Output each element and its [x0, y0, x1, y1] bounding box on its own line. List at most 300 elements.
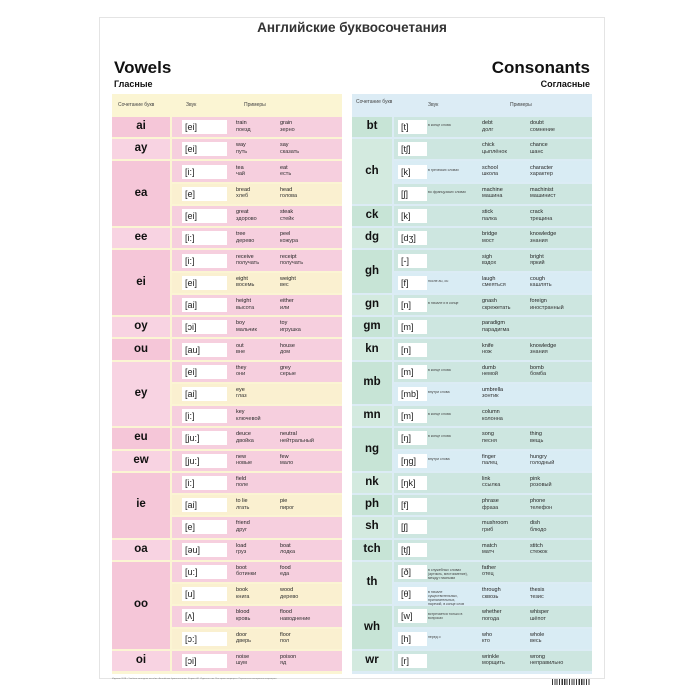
example-translation: палка [482, 215, 497, 222]
usage-note: в начале и в конце [428, 301, 459, 306]
example-word-2 [530, 431, 543, 444]
example-translation: вещь [530, 437, 544, 444]
example-translation: характер [530, 171, 553, 178]
example-word-1 [236, 409, 261, 422]
usage-note: в конце слова [428, 123, 451, 128]
letter-combination: wh [364, 620, 380, 633]
example-english: phrase [482, 498, 499, 505]
example-translation: глаз [236, 393, 247, 400]
sound-symbol: [h] [398, 632, 427, 646]
sound-symbol: [i:] [182, 165, 227, 179]
example-word-1 [482, 209, 497, 222]
sound-symbol: [dʒ] [398, 231, 427, 245]
sound-symbol: [ai] [182, 498, 227, 512]
letter-group [352, 516, 592, 538]
example-word-2 [530, 609, 549, 622]
example-word-1 [482, 476, 500, 489]
example-word-1 [236, 120, 251, 133]
example-translation: неправильно [530, 660, 564, 667]
example-translation: розовый [530, 482, 552, 489]
example-word-2 [280, 320, 301, 333]
usage-note: в греческих словах [428, 167, 459, 172]
letter-combination: mb [363, 375, 381, 388]
example-english: phone [530, 498, 546, 505]
example-english: load [236, 542, 247, 549]
example-word-1 [236, 165, 245, 178]
example-word-2 [530, 476, 552, 489]
example-word-2 [530, 120, 555, 133]
example-translation: иностранный [530, 304, 564, 311]
consonants-subheading: Согласные [540, 79, 590, 89]
example-translation: знания [530, 237, 548, 244]
example-translation: стежок [530, 549, 548, 556]
example-word-2 [280, 165, 291, 178]
letter-combination: nk [365, 475, 379, 488]
example-english: thesis [530, 587, 545, 594]
letter-combination: dg [364, 231, 380, 244]
example-translation: пирог [280, 504, 295, 511]
letter-combination: bt [366, 120, 378, 133]
example-english: dish [530, 520, 541, 527]
example-word-1 [236, 632, 251, 645]
letter-group [112, 450, 342, 472]
example-translation: кровь [236, 615, 251, 622]
example-word-2 [280, 587, 298, 600]
sound-symbol: [tʃ] [398, 142, 427, 156]
example-english: boy [236, 320, 245, 327]
example-word-2 [280, 609, 310, 622]
example-english: whisper [530, 609, 549, 616]
example-english: whole [530, 631, 545, 638]
sound-symbol: [ŋg] [398, 454, 427, 468]
letter-group [112, 361, 342, 428]
example-english: dumb [482, 364, 496, 371]
letter-combination: ng [364, 442, 380, 455]
example-word-2 [530, 587, 544, 600]
example-translation: игрушка [280, 326, 301, 333]
example-word-2 [530, 254, 545, 267]
example-translation: нейтральный [280, 437, 314, 444]
example-word-2 [530, 520, 546, 533]
sound-symbol: [ei] [182, 365, 227, 379]
letter-group [112, 116, 342, 138]
example-word-2 [530, 343, 556, 356]
letter-combination: ie [136, 498, 146, 511]
example-english: neutral [280, 431, 297, 438]
example-english: knowledge [530, 342, 557, 349]
letter-group [112, 539, 342, 561]
example-word-2 [280, 632, 291, 645]
example-translation: кашлять [530, 282, 552, 289]
consonants-table [352, 94, 592, 674]
example-translation: они [236, 371, 246, 378]
example-english: grey [280, 364, 291, 371]
example-word-2 [280, 187, 297, 200]
example-english: whether [482, 609, 502, 616]
consonants-heading: Consonants [491, 58, 590, 77]
example-english: tea [236, 164, 244, 171]
sound-symbol: [θ] [398, 587, 427, 601]
example-english: eight [236, 275, 248, 282]
example-translation: голодный [530, 460, 555, 467]
example-word-2 [280, 654, 296, 667]
usage-note: встречается только в вопросах [428, 612, 463, 621]
example-translation: наводнение [280, 615, 311, 622]
letter-group [352, 427, 592, 471]
letter-group [352, 227, 592, 249]
example-word-1 [482, 298, 511, 311]
example-english: book [236, 587, 248, 594]
letter-group [352, 361, 592, 405]
example-word-1 [482, 142, 507, 155]
example-english: receive [236, 253, 254, 260]
example-translation: трещина [530, 215, 553, 222]
example-translation: скрежетать [482, 304, 511, 311]
example-word-1 [236, 320, 257, 333]
example-english: blood [236, 609, 250, 616]
sound-symbol: [ju:] [182, 431, 227, 445]
letter-combination: ai [136, 120, 146, 133]
usage-note: в конце слова [428, 434, 451, 439]
example-english: crack [530, 209, 544, 216]
example-english: bridge [482, 231, 498, 238]
vowels-table [112, 94, 342, 674]
footer-fine-print: Издание 2018 г. Учебное наглядное пособие. Английские буквосочетания. Формат А1. Издательство. Все права защищены. Перепечатка материалов запрещена. [112, 678, 277, 680]
example-translation: здорово [236, 215, 257, 222]
example-translation: цыплёнок [482, 148, 507, 155]
letter-combination: gn [364, 298, 380, 311]
example-translation: чай [236, 171, 245, 178]
example-word-1 [482, 343, 494, 356]
letter-group [352, 494, 592, 516]
example-translation: зерно [280, 126, 295, 133]
letter-combination: th [366, 576, 378, 589]
example-translation: получать [280, 260, 304, 267]
example-english: bomb [530, 364, 544, 371]
example-translation: отец [482, 571, 494, 578]
example-word-2 [280, 254, 303, 267]
sound-symbol: [ɔ:] [182, 632, 227, 646]
example-english: grain [280, 120, 293, 127]
example-word-1 [482, 276, 506, 289]
example-word-1 [482, 165, 498, 178]
sound-symbol: [i:] [182, 231, 227, 245]
letter-group [352, 539, 592, 561]
example-english: laugh [482, 275, 496, 282]
example-english: noise [236, 653, 250, 660]
letter-combination: ew [133, 453, 149, 466]
example-word-2 [280, 431, 314, 444]
example-english: through [482, 587, 501, 594]
sound-symbol: [r] [398, 654, 427, 668]
sound-symbol: [m] [398, 320, 427, 334]
example-english: knife [482, 342, 494, 349]
example-translation: дверь [236, 638, 252, 645]
example-word-1 [236, 565, 256, 578]
sound-symbol: [ʃ] [398, 187, 427, 201]
example-word-2 [530, 231, 556, 244]
sound-symbol: [ei] [182, 209, 227, 223]
example-english: head [280, 186, 293, 193]
example-english: height [236, 298, 251, 305]
example-translation: машинист [530, 193, 556, 200]
letter-group [112, 650, 342, 672]
sound-symbol: [ju:] [182, 454, 227, 468]
letter-combination: ea [134, 186, 148, 199]
example-translation: парадигма [482, 326, 510, 333]
letter-group [112, 249, 342, 316]
col-header-examples: Примеры [244, 102, 266, 108]
example-english: they [236, 364, 247, 371]
example-word-1 [236, 298, 254, 311]
poster-title: Английские буквосочетания [257, 20, 447, 35]
example-english: new [236, 453, 247, 460]
example-english: key [236, 409, 245, 416]
example-english: chance [530, 142, 548, 149]
example-english: way [236, 142, 246, 149]
sound-symbol: [ɔi] [182, 654, 227, 668]
example-english: few [280, 453, 289, 460]
example-english: out [236, 342, 244, 349]
example-translation: морщить [482, 660, 505, 667]
sound-symbol: [m] [398, 365, 427, 379]
example-english: boat [280, 542, 291, 549]
example-translation: немой [482, 371, 499, 378]
example-word-1 [482, 520, 508, 533]
sound-symbol: [tʃ] [398, 543, 427, 557]
sound-symbol: [i:] [182, 409, 227, 423]
example-translation: новые [236, 460, 253, 467]
example-translation: сомнение [530, 126, 555, 133]
example-translation: друг [236, 526, 247, 533]
sound-symbol: [i:] [182, 254, 227, 268]
sound-symbol: [u] [182, 587, 227, 601]
example-translation: бомба [530, 371, 547, 378]
letter-combination: ay [134, 142, 148, 155]
letter-combination: ey [134, 386, 148, 399]
example-translation: ключевой [236, 415, 261, 422]
example-english: machinist [530, 186, 554, 193]
example-word-1 [482, 587, 501, 600]
example-translation: блюдо [530, 526, 547, 533]
example-translation: вне [236, 349, 246, 355]
example-word-1 [236, 476, 248, 489]
example-english: receipt [280, 253, 297, 260]
sound-symbol: [t] [398, 120, 427, 134]
example-english: thing [530, 431, 542, 438]
example-translation: кто [482, 638, 490, 645]
example-translation: голова [280, 193, 298, 200]
example-word-2 [280, 276, 296, 289]
example-translation: яркий [530, 260, 545, 267]
example-word-1 [236, 609, 250, 622]
example-word-1 [482, 120, 493, 133]
example-english: either [280, 298, 294, 305]
example-translation: лгать [236, 504, 250, 511]
example-translation: школа [482, 171, 499, 178]
letter-group [352, 472, 592, 494]
example-translation: лодка [280, 549, 296, 556]
sound-symbol: [ei] [182, 120, 227, 134]
sound-symbol: [ei] [182, 276, 227, 290]
example-english: finger [482, 453, 496, 460]
sound-symbol: [ð] [398, 565, 427, 579]
sound-symbol: [ei] [182, 142, 227, 156]
example-translation: машина [482, 193, 503, 200]
letter-combination: oi [135, 653, 147, 666]
example-english: wrong [530, 653, 545, 660]
example-english: debt [482, 120, 493, 127]
example-translation: ботинки [236, 571, 257, 578]
example-word-2 [280, 120, 295, 133]
example-english: stick [482, 209, 493, 216]
example-english: flood [280, 609, 292, 616]
letter-combination: ei [136, 275, 146, 288]
sound-symbol: [n] [398, 298, 427, 312]
sound-symbol: [f] [398, 276, 427, 290]
sound-symbol: [n] [398, 343, 427, 357]
example-translation: восемь [236, 282, 255, 289]
example-translation: тезис [530, 593, 544, 600]
example-translation: еда [280, 571, 290, 578]
example-word-1 [482, 454, 497, 467]
example-word-2 [280, 454, 293, 467]
example-translation: яд [280, 660, 287, 667]
example-translation: ссылка [482, 482, 501, 489]
example-english: gnash [482, 298, 497, 305]
example-english: deuce [236, 431, 251, 438]
sound-symbol: [m] [398, 409, 427, 423]
example-translation: получать [236, 260, 260, 267]
example-english: umbrella [482, 386, 504, 393]
letter-combination: oy [134, 320, 148, 333]
letter-combination: kn [365, 342, 379, 355]
example-translation: долг [482, 126, 494, 133]
usage-note: перед о [428, 634, 441, 639]
example-word-1 [482, 365, 498, 378]
letter-combination: ck [365, 209, 379, 222]
example-english: to lie [236, 498, 248, 505]
example-word-2 [280, 142, 299, 155]
example-word-1 [236, 387, 247, 400]
example-word-2 [280, 209, 294, 222]
usage-note: после au, ou [428, 278, 449, 283]
example-word-1 [236, 365, 246, 378]
example-word-1 [482, 254, 496, 267]
sound-symbol: [ɔi] [182, 320, 227, 334]
example-translation: сквозь [482, 593, 499, 600]
example-translation: дерево [236, 237, 255, 244]
example-english: pink [530, 475, 541, 482]
example-word-2 [530, 365, 546, 378]
example-word-2 [530, 165, 553, 178]
example-translation: песня [482, 437, 497, 444]
example-translation: груз [236, 549, 247, 556]
example-translation: фраза [482, 504, 499, 511]
example-word-1 [236, 454, 252, 467]
example-english: field [236, 475, 247, 482]
example-english: steak [280, 209, 294, 216]
example-word-2 [530, 498, 552, 511]
example-english: great [236, 209, 249, 216]
example-word-2 [530, 209, 552, 222]
example-english: tree [236, 231, 246, 238]
example-translation: палец [482, 460, 498, 467]
example-english: friend [236, 520, 250, 527]
example-english: poison [280, 653, 297, 660]
letter-group [352, 338, 592, 360]
example-word-2 [280, 231, 298, 244]
example-translation: телефон [530, 504, 553, 511]
sound-symbol: [mb] [398, 387, 427, 401]
example-english: column [482, 409, 500, 416]
example-word-1 [482, 609, 502, 622]
example-translation: вес [280, 282, 289, 289]
example-word-1 [236, 187, 250, 200]
example-word-2 [530, 654, 563, 667]
vowels-subheading: Гласные [114, 79, 153, 89]
example-word-1 [482, 320, 509, 333]
example-translation: гриб [482, 526, 494, 533]
letter-combination: oa [134, 542, 148, 555]
example-english: weight [280, 275, 296, 282]
barcode [552, 679, 590, 685]
example-english: match [482, 542, 497, 549]
example-translation: погода [482, 615, 500, 622]
sound-symbol: [k] [398, 165, 427, 179]
example-translation: книга [236, 593, 250, 600]
example-translation: сказать [280, 148, 300, 155]
example-word-1 [236, 142, 247, 155]
letter-group [352, 294, 592, 316]
example-word-1 [236, 587, 249, 600]
example-english: doubt [530, 120, 544, 127]
sound-symbol: [ʃ] [398, 520, 427, 534]
example-word-1 [236, 498, 249, 511]
example-translation: шёпот [530, 615, 546, 622]
letter-group [112, 160, 342, 227]
col-header-examples: Примеры [510, 102, 532, 108]
example-word-1 [236, 431, 254, 444]
example-word-1 [482, 565, 496, 578]
letter-group [352, 316, 592, 338]
letter-group [352, 650, 592, 672]
example-word-2 [530, 632, 544, 645]
example-word-1 [482, 632, 492, 645]
letter-combination: ou [133, 342, 149, 355]
example-word-1 [236, 654, 249, 667]
example-translation: поезд [236, 126, 251, 133]
usage-note: внутри слова [428, 456, 450, 461]
example-translation: или [280, 304, 290, 311]
example-english: machine [482, 186, 503, 193]
example-word-2 [530, 187, 556, 200]
example-english: boot [236, 564, 247, 571]
example-word-2 [530, 298, 564, 311]
example-english: character [530, 164, 553, 171]
example-word-1 [236, 520, 250, 533]
sound-symbol: [-] [398, 254, 427, 268]
sound-symbol: [au] [182, 343, 227, 357]
col-header-combination: Сочетание букв [118, 102, 155, 108]
letter-group [112, 227, 342, 249]
usage-note: во французских словах [428, 189, 467, 194]
example-translation: есть [280, 171, 292, 178]
col-header-sound: Звук [428, 102, 439, 108]
example-translation: дом [280, 349, 291, 355]
sound-symbol: [əu] [182, 543, 227, 557]
example-word-2 [530, 276, 552, 289]
